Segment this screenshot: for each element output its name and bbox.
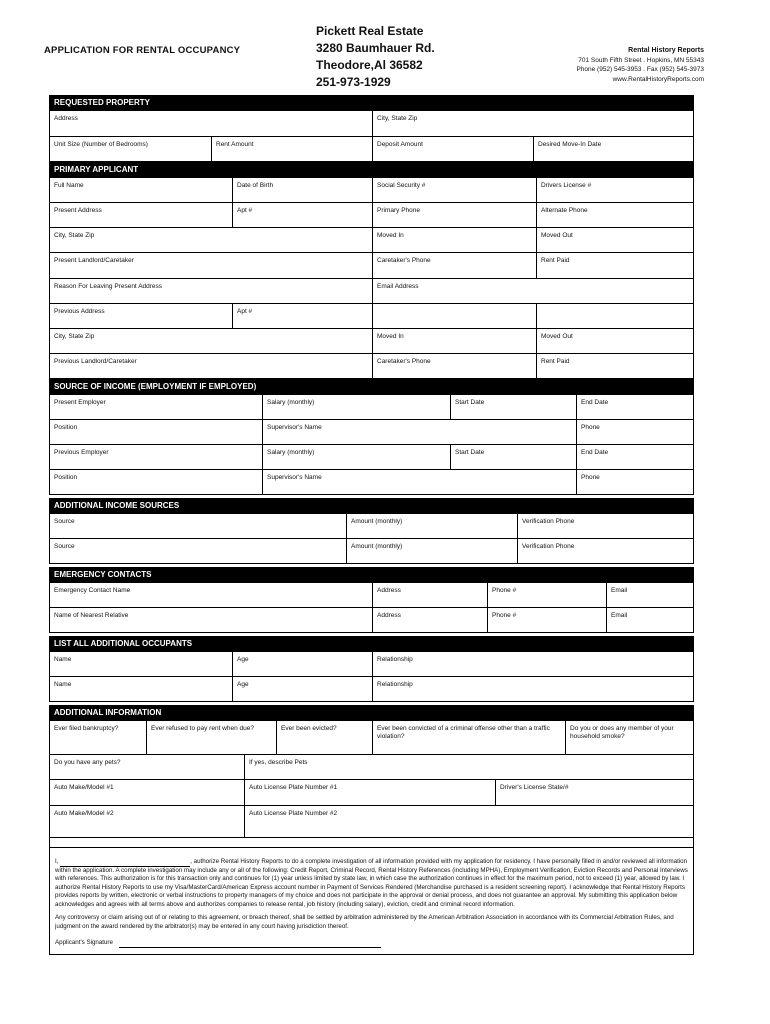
- field-auto1[interactable]: Auto Make/Model #1: [54, 784, 114, 791]
- field-date-of-birth[interactable]: Date of Birth: [232, 178, 372, 202]
- form-row: [49, 279, 694, 304]
- field-rent-paid[interactable]: Rent Paid: [536, 253, 693, 278]
- field-smoke[interactable]: Do you or does any member of your household smoke?: [565, 721, 693, 754]
- field-salary[interactable]: Salary (monthly): [262, 395, 450, 419]
- field-ssn[interactable]: Social Security #: [372, 178, 536, 202]
- field-emergency-address[interactable]: Address: [372, 583, 487, 607]
- field-describe-pets[interactable]: If yes, describe Pets: [244, 755, 693, 779]
- form-row: [49, 178, 694, 203]
- field-moved-in[interactable]: Moved In: [372, 228, 536, 252]
- field-previous-supervisor[interactable]: Supervisor's Name: [262, 470, 576, 494]
- field-previous-end-date[interactable]: End Date: [576, 445, 693, 469]
- field-income-amount-2[interactable]: Amount (monthly): [346, 539, 517, 563]
- company-block: [316, 23, 435, 91]
- section-additional-income: ADDITIONAL INCOME SOURCES: [49, 498, 694, 514]
- field-previous-city[interactable]: City, State Zip: [54, 333, 95, 340]
- field-emergency-email[interactable]: Email: [606, 583, 693, 607]
- company-address2: Theodore,Al 36582: [316, 58, 423, 72]
- form-row: [49, 420, 694, 445]
- field-relative-email[interactable]: Email: [606, 608, 693, 632]
- form-row: [49, 677, 694, 702]
- field-start-date[interactable]: Start Date: [450, 395, 576, 419]
- rhr-address: 701 South Fifth Street . Hopkins, MN 55343: [578, 56, 704, 64]
- field-bankruptcy[interactable]: Ever filed bankruptcy?: [54, 725, 119, 732]
- form-title: APPLICATION FOR RENTAL OCCUPANCY: [44, 45, 241, 56]
- field-property-city[interactable]: City, State Zip: [372, 111, 693, 136]
- field-present-city[interactable]: City, State Zip: [54, 232, 95, 239]
- field-previous-employer[interactable]: Previous Employer: [54, 449, 109, 456]
- form-row: [49, 445, 694, 470]
- field-plate1[interactable]: Auto License Plate Number #1: [244, 780, 495, 805]
- field-verification-phone-2[interactable]: Verification Phone: [517, 539, 693, 563]
- field-occupant-relationship-2[interactable]: Relationship: [372, 677, 693, 701]
- form-row: [49, 583, 694, 608]
- field-income-source-2[interactable]: Source: [54, 543, 75, 550]
- field-empty[interactable]: [372, 304, 536, 328]
- signature-line[interactable]: [119, 941, 381, 948]
- field-pets[interactable]: Do you have any pets?: [54, 759, 121, 766]
- form-row: [49, 539, 694, 564]
- field-previous-landlord[interactable]: Previous Landlord/Caretaker: [54, 358, 137, 365]
- arbitration-paragraph: Any controversy or claim arising out of or relating to this agreement, or breach thereof, shall be settled by arbitration administered by the American Arbitration Association in accordance with its Commercial Arbitration Rules, and judgment on the award rendered by the arbitrator(s) may be entered in any court having jurisdiction thereof.: [55, 914, 674, 930]
- company-phone: 251-973-1929: [316, 75, 391, 89]
- rhr-name: Rental History Reports: [628, 47, 704, 54]
- field-income-amount[interactable]: Amount (monthly): [346, 514, 517, 538]
- field-employer-phone[interactable]: Phone: [576, 420, 693, 444]
- field-position[interactable]: Position: [54, 424, 78, 431]
- rhr-phone: Phone (952) 545-3953 . Fax (952) 545-3973: [576, 66, 704, 73]
- field-previous-start-date[interactable]: Start Date: [450, 445, 576, 469]
- field-deposit-amount[interactable]: Deposit Amount: [372, 137, 533, 161]
- field-occupant-age[interactable]: Age: [232, 652, 372, 676]
- field-occupant-age-2[interactable]: Age: [232, 677, 372, 701]
- form-row: [49, 652, 694, 677]
- authorization-text: , authorize Rental History Reports to do a complete investigation of all information provided with my application for residency. I have personally filled in and/or reviewed all information within the application. A complete investigation may include any or all of the following: Credit Report, Criminal Record, Rental History References (including MPHA), Employment Verification, Eviction Records and Personal Interviews with references. This authorization is for this transaction only and continues for (1) year unless limited by state law, in which case the authorization continues in effect for the maximum period, not to exceed (1) year, allowed by law. I authorize Rental History Reports to use my Visa/MasterCard/American Express account number in Payment of Services Rendered (Merchandise purchased is a resident screening report). I acknowledge that Rental History Reports provides reports by written, electronic or verbal instructions to property managers of my choice and does not participate in the approval or denial process, and does not guarantee an approval. My submitting this application below acknowledges and agrees with all terms above and authorizes companies to release rental, job history (including salary), eviction, credit and criminal record information.: [55, 858, 688, 908]
- form-row: [49, 514, 694, 539]
- field-occupant-name[interactable]: Name: [54, 656, 72, 663]
- form-row: [49, 253, 694, 279]
- field-present-address[interactable]: Present Address: [54, 207, 102, 214]
- form-row: [49, 354, 694, 379]
- field-full-name[interactable]: Full Name: [54, 182, 84, 189]
- form-row: [49, 470, 694, 495]
- form-row: [49, 329, 694, 354]
- field-alternate-phone[interactable]: Alternate Phone: [536, 203, 693, 227]
- form-row: [49, 608, 694, 633]
- field-empty[interactable]: [536, 304, 693, 328]
- field-property-address[interactable]: Address: [54, 115, 78, 122]
- section-requested-property: REQUESTED PROPERTY: [49, 95, 694, 111]
- field-refused-rent[interactable]: Ever refused to pay rent when due?: [146, 721, 276, 754]
- field-dl-state[interactable]: Driver's License State/#: [495, 780, 693, 805]
- field-nearest-relative[interactable]: Name of Nearest Relative: [54, 612, 129, 619]
- field-previous-caretaker-phone[interactable]: Caretaker's Phone: [372, 354, 536, 378]
- field-occupant-relationship[interactable]: Relationship: [372, 652, 693, 676]
- section-occupants: LIST ALL ADDITIONAL OCCUPANTS: [49, 636, 694, 652]
- field-apt[interactable]: Apt #: [232, 203, 372, 227]
- field-end-date[interactable]: End Date: [576, 395, 693, 419]
- form-row: [49, 228, 694, 253]
- rental-history-reports-block: [576, 46, 704, 84]
- field-primary-phone[interactable]: Primary Phone: [372, 203, 536, 227]
- form-row: [49, 395, 694, 420]
- field-move-in-date[interactable]: Desired Move-In Date: [533, 137, 693, 161]
- form-row: [49, 111, 694, 137]
- field-income-source[interactable]: Source: [54, 518, 75, 525]
- section-emergency-contacts: EMERGENCY CONTACTS: [49, 567, 694, 583]
- form-row: [49, 304, 694, 329]
- company-name: Pickett Real Estate: [316, 24, 424, 38]
- field-previous-moved-out[interactable]: Moved Out: [536, 329, 693, 353]
- field-reason-leaving[interactable]: Reason For Leaving Present Address: [54, 283, 163, 290]
- field-relative-phone[interactable]: Phone #: [487, 608, 606, 632]
- form-row: [49, 780, 694, 806]
- field-previous-rent-paid[interactable]: Rent Paid: [536, 354, 693, 378]
- section-additional-info: ADDITIONAL INFORMATION: [49, 705, 694, 721]
- field-previous-salary[interactable]: Salary (monthly): [262, 445, 450, 469]
- authorization-paragraph: [55, 858, 688, 909]
- field-emergency-contact[interactable]: Emergency Contact Name: [54, 587, 131, 594]
- form-row: [49, 721, 694, 755]
- section-income: SOURCE OF INCOME (EMPLOYMENT IF EMPLOYED): [49, 379, 694, 395]
- signature-row: [55, 939, 688, 948]
- field-previous-employer-phone[interactable]: Phone: [576, 470, 693, 494]
- form-row: [49, 755, 694, 780]
- field-present-employer[interactable]: Present Employer: [54, 399, 106, 406]
- field-previous-apt[interactable]: Apt #: [232, 304, 372, 328]
- field-moved-out[interactable]: Moved Out: [536, 228, 693, 252]
- field-plate2[interactable]: Auto License Plate Number #2: [244, 806, 693, 837]
- field-verification-phone[interactable]: Verification Phone: [517, 514, 693, 538]
- company-address1: 3280 Baumhauer Rd.: [316, 41, 435, 55]
- rhr-web: www.RentalHistoryReports.com: [612, 75, 704, 83]
- field-email-address[interactable]: Email Address: [372, 279, 693, 303]
- form-row: [49, 137, 694, 162]
- form-row: [49, 203, 694, 228]
- authorization-prefix: I,: [55, 858, 59, 865]
- signature-label: Applicant's Signature: [55, 939, 113, 946]
- field-present-landlord[interactable]: Present Landlord/Caretaker: [54, 257, 134, 264]
- field-previous-position[interactable]: Position: [54, 474, 78, 481]
- authorization-block: [49, 848, 694, 955]
- field-previous-address[interactable]: Previous Address: [54, 308, 105, 315]
- field-previous-moved-in[interactable]: Moved In: [372, 329, 536, 353]
- field-auto2[interactable]: Auto Make/Model #2: [54, 810, 114, 817]
- field-emergency-phone[interactable]: Phone #: [487, 583, 606, 607]
- field-convicted[interactable]: Ever been convicted of a criminal offense other than a traffic violation?: [372, 721, 565, 754]
- application-form: [49, 95, 694, 955]
- section-primary-applicant: PRIMARY APPLICANT: [49, 162, 694, 178]
- field-unit-size[interactable]: Unit Size (Number of Bedrooms): [54, 141, 148, 148]
- form-row: [49, 806, 694, 838]
- field-supervisor[interactable]: Supervisor's Name: [262, 420, 576, 444]
- spacer-row: [49, 838, 694, 848]
- field-evicted[interactable]: Ever been evicted?: [276, 721, 372, 754]
- field-caretaker-phone[interactable]: Caretaker's Phone: [372, 253, 536, 278]
- field-rent-amount[interactable]: Rent Amount: [211, 137, 372, 161]
- field-occupant-name-2[interactable]: Name: [54, 681, 72, 688]
- field-relative-address[interactable]: Address: [372, 608, 487, 632]
- field-drivers-license[interactable]: Drivers License #: [536, 178, 693, 202]
